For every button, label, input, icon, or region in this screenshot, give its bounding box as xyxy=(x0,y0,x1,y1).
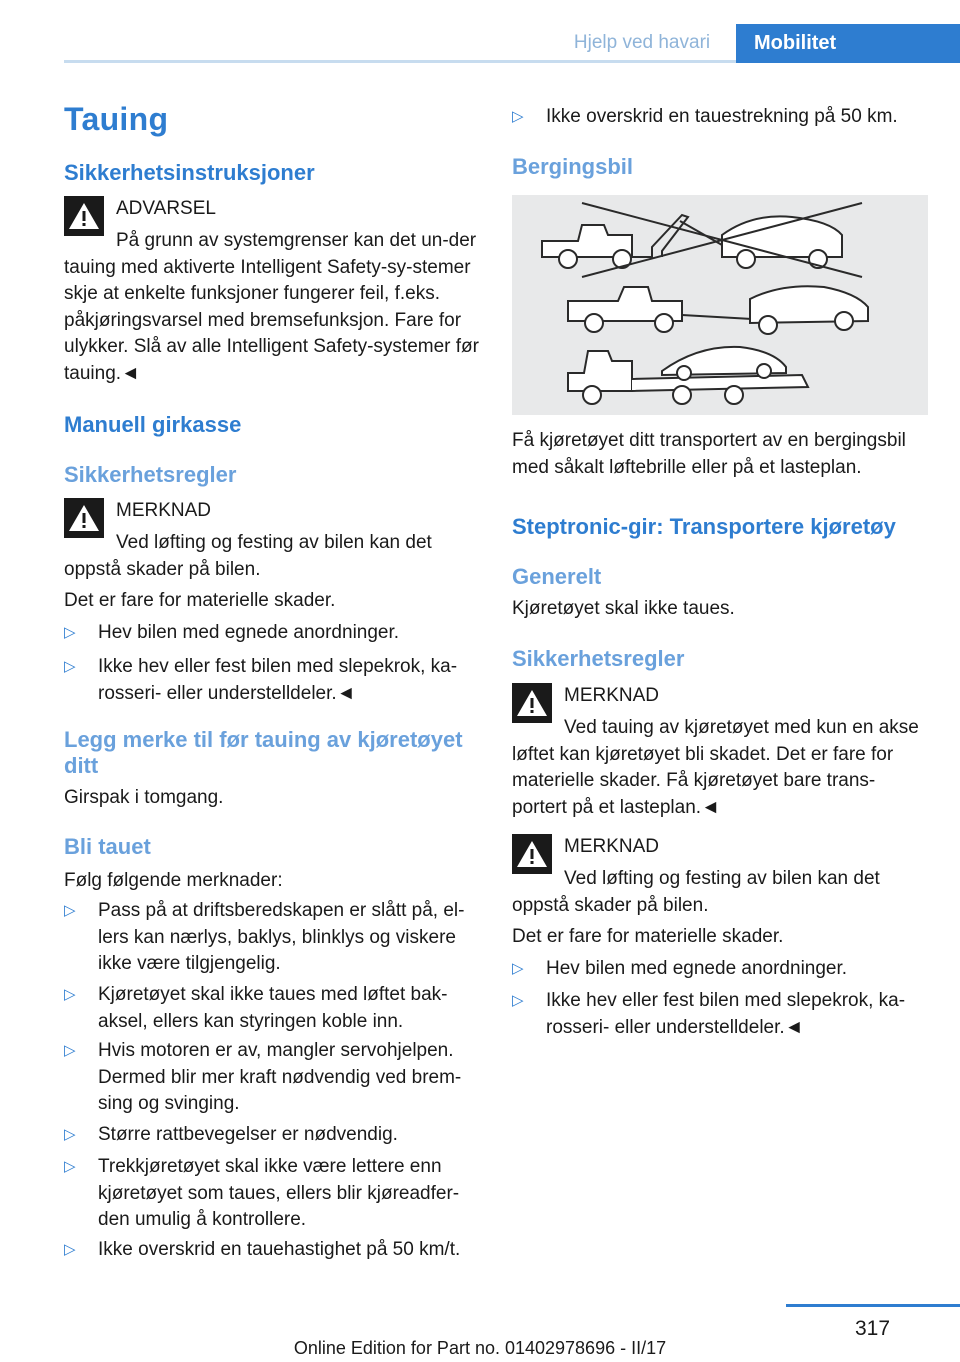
heading-safety-instructions: Sikkerhetsinstruksjoner xyxy=(64,160,315,185)
heading-recovery-vehicle: Bergingsbil xyxy=(512,154,634,179)
triangle-bullet-icon: ▷ xyxy=(64,624,76,641)
warning-label: ADVARSEL xyxy=(116,198,216,219)
notice-text: Ved tauing av kjøretøyet med kun en akse løftet kan kjøretøyet bli skadet. Det er fare for materielle skader. Få kjøretøyet bare trans-portert på et lasteplan.◄ xyxy=(512,717,919,818)
notice-label: MERKNAD xyxy=(564,685,660,706)
triangle-bullet-icon: ▷ xyxy=(64,1241,76,1258)
tow-truck-wheel-lift-icon xyxy=(568,286,868,334)
heading-steptronic: Steptronic-gir: Transportere kjøretøy xyxy=(512,514,896,539)
page-number-rule xyxy=(786,1304,960,1307)
gear-text: Girspak i tomgang. xyxy=(64,787,224,808)
tab-chapter[interactable]: Mobilitet xyxy=(736,24,960,63)
risk-text: Det er fare for materielle skader. xyxy=(512,926,784,947)
heading-safety-rules-2: Sikkerhetsregler xyxy=(512,646,685,671)
warning-text: På grunn av systemgrenser kan det un-der tauing med aktiverte Intelligent Safety-sy-stemer skje at enkelte funksjoner fungerer feil, f.eks. påkjøringsvarsel med bremsefunksjon. Fare for ulykker. Slå av alle Intelligent Safety-systemer før tauing.◄ xyxy=(64,230,479,384)
follow-text: Følg følgende merknader: xyxy=(64,870,283,891)
heading-before-towing: Legg merke til før tauing av kjøretøyet ditt xyxy=(64,727,463,778)
heading-being-towed: Bli tauet xyxy=(64,834,151,859)
no-tow-text: Kjøretøyet skal ikke taues. xyxy=(512,598,735,619)
triangle-bullet-icon: ▷ xyxy=(512,108,524,125)
heading-safety-rules: Sikkerhetsregler xyxy=(64,462,237,487)
tow-truck-illustration xyxy=(512,195,928,415)
triangle-bullet-icon: ▷ xyxy=(512,992,524,1009)
triangle-bullet-icon: ▷ xyxy=(64,658,76,675)
flatbed-truck-icon xyxy=(568,347,808,404)
risk-text: Det er fare for materielle skader. xyxy=(64,590,336,611)
page-number: 317 xyxy=(855,1317,891,1340)
triangle-bullet-icon: ▷ xyxy=(512,960,524,977)
notice-label: MERKNAD xyxy=(116,500,212,521)
triangle-bullet-icon: ▷ xyxy=(64,902,76,919)
notice-text: Ved løfting og festing av bilen kan det oppstå skader på bilen. xyxy=(512,868,880,916)
notice-label: MERKNAD xyxy=(564,836,660,857)
triangle-bullet-icon: ▷ xyxy=(64,1126,76,1143)
footer-edition: Online Edition for Part no. 01402978696 - II/17 xyxy=(293,1338,667,1358)
heading-manual-gearbox: Manuell girkasse xyxy=(64,412,242,437)
triangle-bullet-icon: ▷ xyxy=(64,1158,76,1175)
transport-text: Få kjøretøyet ditt transportert av en bergingsbil med såkalt løftebrille eller på et lasteplan. xyxy=(512,430,906,478)
page-title: Tauing xyxy=(64,101,169,137)
triangle-bullet-icon: ▷ xyxy=(64,1042,76,1059)
heading-general: Generelt xyxy=(512,564,602,589)
triangle-bullet-icon: ▷ xyxy=(64,986,76,1003)
tab-section[interactable]: Hjelp ved havari xyxy=(573,32,711,53)
notice-text: Ved løfting og festing av bilen kan det oppstå skader på bilen. xyxy=(64,532,432,580)
